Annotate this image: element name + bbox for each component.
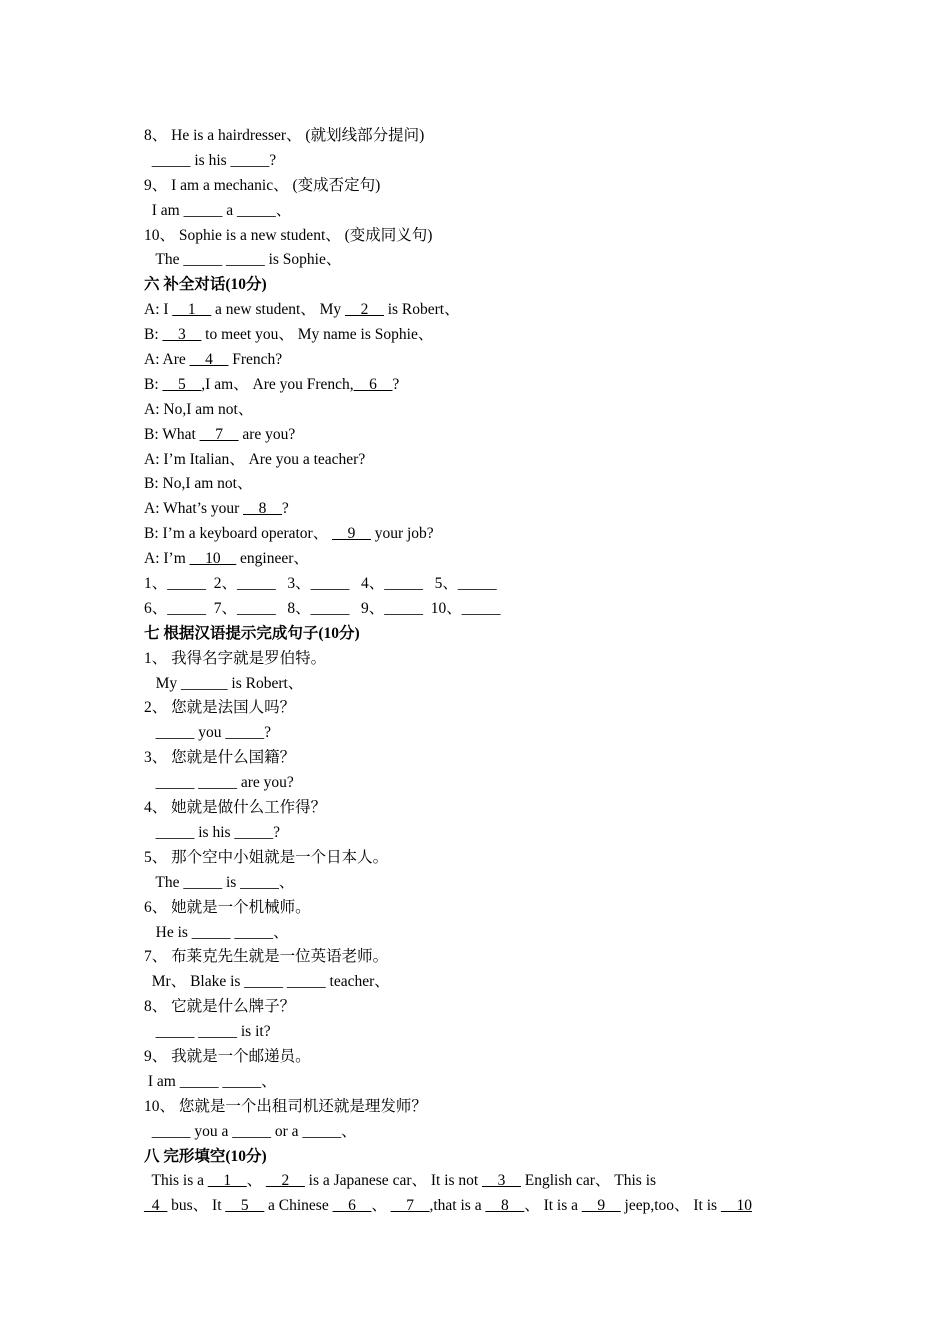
blank-number: __9__ <box>332 525 371 543</box>
section-heading <box>144 622 834 647</box>
text-segment: B: <box>144 326 163 344</box>
text-line <box>144 746 834 771</box>
text-segment: A: I’m <box>144 550 190 568</box>
text-segment: This is a <box>144 1172 208 1190</box>
text-line <box>144 423 834 448</box>
text-segment: 8、 He is a hairdresser、 (就划线部分提问) <box>144 127 425 144</box>
text-line <box>144 373 834 398</box>
text-segment: engineer、 <box>236 550 309 568</box>
text-segment: 1、_____ 2、_____ 3、_____ 4、_____ 5、_____ <box>144 575 497 593</box>
text-segment: The _____ is _____、 <box>144 873 295 891</box>
text-line <box>144 647 834 672</box>
text-line <box>144 472 834 497</box>
text-line <box>144 1045 834 1070</box>
text-segment: 3、 您就是什么国籍？ <box>144 749 296 767</box>
text-line <box>144 224 834 249</box>
text-segment: 9、 I am a mechanic、 (变成否定句) <box>144 176 381 194</box>
text-segment: 、 It is a <box>524 1197 582 1215</box>
text-segment: 六 补全对话(10分) <box>144 276 267 294</box>
text-line <box>144 921 834 946</box>
blank-number: __8__ <box>485 1197 525 1215</box>
text-line <box>144 721 834 746</box>
text-segment: _____ is his _____? <box>144 151 277 169</box>
text-segment: A: No,I am not、 <box>144 400 254 418</box>
text-segment: A: What’s your <box>144 500 244 518</box>
text-segment: bus、 It <box>167 1197 226 1215</box>
text-segment: 8、 它就是什么牌子？ <box>144 998 296 1016</box>
text-segment: _____ _____ is it? <box>144 1023 271 1041</box>
text-segment: _____ _____ are you? <box>144 774 294 792</box>
blank-number: __1__ <box>172 301 212 319</box>
text-line <box>144 796 834 821</box>
blank-number: __6__ <box>332 1197 372 1215</box>
text-segment: _____ you a _____ or a _____、 <box>144 1122 357 1140</box>
text-line <box>144 846 834 871</box>
text-line <box>144 970 834 995</box>
blank-number: __5__ <box>162 375 202 393</box>
text-segment: B: No,I am not、 <box>144 475 253 493</box>
text-line <box>144 871 834 896</box>
text-segment: 2、 您就是法国人吗？ <box>144 699 296 717</box>
text-line <box>144 1020 834 1045</box>
text-line <box>144 199 834 224</box>
text-line <box>144 149 834 174</box>
text-line <box>144 995 834 1020</box>
text-line <box>144 174 834 199</box>
text-segment: My ______ is Robert、 <box>144 674 304 692</box>
text-line <box>144 821 834 846</box>
text-segment: I am _____ a _____、 <box>144 201 292 219</box>
text-line <box>144 572 834 597</box>
section-heading <box>144 273 834 298</box>
text-line <box>144 1169 834 1194</box>
text-segment: ,that is a <box>429 1197 486 1215</box>
text-segment: ? <box>392 375 400 393</box>
text-segment: English car、 This is <box>520 1172 657 1190</box>
text-segment: a Chinese <box>264 1197 333 1215</box>
text-segment: your job? <box>370 525 434 543</box>
text-segment: 5、 那个空中小姐就是一个日本人。 <box>144 848 389 866</box>
text-segment: 6、_____ 7、_____ 8、_____ 9、_____ 10、_____ <box>144 599 501 617</box>
text-segment: are you? <box>238 425 296 443</box>
text-line <box>144 672 834 697</box>
text-segment: The _____ _____ is Sophie、 <box>144 251 342 269</box>
blank-number: __10 <box>720 1197 752 1215</box>
text-segment: 八 完形填空(10分) <box>144 1147 267 1165</box>
text-segment: A: I’m Italian、 Are you a teacher? <box>144 450 366 468</box>
text-line <box>144 448 834 473</box>
text-segment: Mr、 Blake is _____ _____ teacher、 <box>144 973 390 991</box>
blank-number: __7__ <box>390 1197 430 1215</box>
text-line <box>144 896 834 921</box>
blank-number: __6__ <box>353 375 393 393</box>
worksheet-content <box>144 124 834 1219</box>
blank-number: __2__ <box>345 301 384 319</box>
text-line <box>144 945 834 970</box>
text-segment: 、 <box>246 1172 267 1190</box>
text-segment: 10、 您就是一个出租司机还就是理发师？ <box>144 1097 427 1115</box>
text-line <box>144 1070 834 1095</box>
text-line <box>144 1120 834 1145</box>
text-segment: A: Are <box>144 351 190 369</box>
text-line <box>144 124 834 149</box>
text-line <box>144 1194 834 1219</box>
blank-number: __9__ <box>581 1197 621 1215</box>
text-segment: ,I am、 Are you French, <box>201 375 354 393</box>
blank-number: __10__ <box>189 550 237 568</box>
text-segment: 、 <box>371 1197 391 1215</box>
blank-number: __8__ <box>243 500 282 518</box>
text-segment: _____ is his _____? <box>144 823 281 841</box>
text-segment: 10、 Sophie is a new student、 (变成同义句) <box>144 226 433 244</box>
text-segment: 1、 我得名字就是罗伯特。 <box>144 649 327 667</box>
blank-number: __3__ <box>482 1172 521 1190</box>
section-heading <box>144 1145 834 1170</box>
text-segment: French? <box>228 351 283 369</box>
text-segment: He is _____ _____、 <box>144 923 289 941</box>
text-segment: A: I <box>144 301 173 319</box>
blank-number: __4__ <box>189 351 229 369</box>
text-segment: 9、 我就是一个邮递员。 <box>144 1047 311 1065</box>
text-segment: 7、 布莱克先生就是一位英语老师。 <box>144 948 389 966</box>
text-line <box>144 323 834 348</box>
text-segment: is a Japanese car、 It is not <box>304 1172 483 1190</box>
blank-number: __3__ <box>162 326 202 344</box>
text-segment: a new student、 My <box>211 301 346 319</box>
text-segment: jeep,too、 It is <box>620 1197 721 1215</box>
text-segment: 4、 她就是做什么工作得？ <box>144 799 327 817</box>
text-segment: I am _____ _____、 <box>144 1072 277 1090</box>
text-segment: ? <box>281 500 289 518</box>
text-segment: is Robert、 <box>383 301 460 319</box>
text-line <box>144 298 834 323</box>
text-line <box>144 348 834 373</box>
text-segment: B: I’m a keyboard operator、 <box>144 525 333 543</box>
text-line <box>144 398 834 423</box>
text-line <box>144 771 834 796</box>
blank-number: __2__ <box>266 1172 305 1190</box>
text-segment: 七 根据汉语提示完成句子(10分) <box>144 624 360 642</box>
blank-number: __5__ <box>225 1197 265 1215</box>
text-segment: 6、 她就是一个机械师。 <box>144 898 311 916</box>
text-segment: to meet you、 My name is Sophie、 <box>201 326 434 344</box>
text-line <box>144 1095 834 1120</box>
text-segment: B: What <box>144 425 200 443</box>
text-segment: B: <box>144 375 163 393</box>
text-line <box>144 696 834 721</box>
text-line <box>144 248 834 273</box>
text-line <box>144 547 834 572</box>
blank-number: __1__ <box>207 1172 247 1190</box>
text-segment: _____ you _____? <box>144 724 272 742</box>
text-line <box>144 522 834 547</box>
text-line <box>144 597 834 622</box>
text-line <box>144 497 834 522</box>
blank-number: _4_ <box>144 1197 168 1215</box>
blank-number: __7__ <box>199 425 239 443</box>
